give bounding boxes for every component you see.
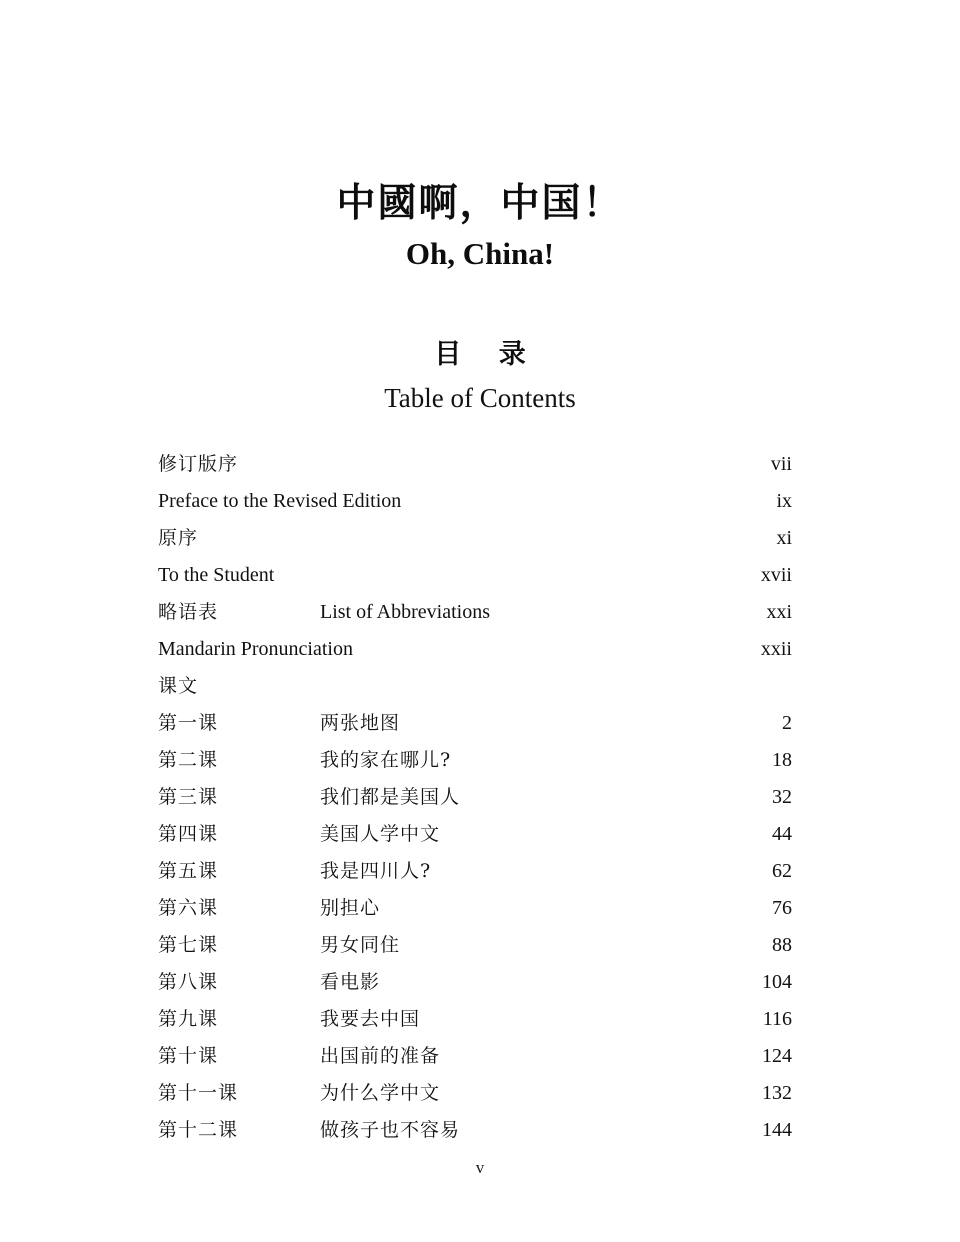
toc-row[interactable]: [158, 927, 792, 964]
lesson-number: 第三课: [158, 786, 219, 808]
toc-entry-page: xvii: [760, 564, 792, 586]
toc-row[interactable]: [158, 853, 792, 890]
toc-entry-page: 62: [772, 860, 792, 882]
lesson-title: 我们都是美国人: [320, 786, 461, 808]
toc-entry-page: 144: [762, 1119, 792, 1141]
toc-row[interactable]: [158, 964, 792, 1001]
toc-row[interactable]: [158, 557, 792, 594]
book-title-english: Oh, China!: [405, 235, 555, 271]
toc-entry-title: List of Abbreviations: [320, 601, 490, 623]
toc-row[interactable]: [158, 446, 792, 483]
lesson-number: 第四课: [158, 823, 219, 845]
toc-entry-label: 略语表: [158, 601, 219, 623]
toc-row[interactable]: [158, 1038, 792, 1075]
toc-row[interactable]: [158, 1112, 792, 1149]
page-folio: v: [475, 1158, 485, 1177]
toc-row[interactable]: [158, 705, 792, 742]
toc-entry-label: 修订版序: [158, 453, 239, 475]
toc-entry-label: Preface to the Revised Edition: [158, 490, 402, 512]
toc-entry-page: 2: [782, 712, 792, 734]
lesson-number: 第十一课: [158, 1082, 239, 1104]
lesson-title: 两张地图: [320, 712, 401, 734]
toc-entry-page: 76: [772, 897, 792, 919]
lesson-number: 第八课: [158, 971, 219, 993]
toc-section-heading: 课文: [158, 675, 199, 697]
lesson-title: 我是四川人?: [320, 860, 432, 882]
toc-row[interactable]: [158, 631, 792, 668]
toc-heading-english: Table of Contents: [384, 383, 576, 413]
toc-entry-label: To the Student: [158, 564, 275, 586]
toc-entry-page: xxi: [766, 601, 792, 623]
toc-entry-page: vii: [770, 453, 792, 475]
lesson-title: 做孩子也不容易: [320, 1119, 461, 1141]
toc-heading-block: [0, 332, 960, 414]
toc-entry-page: 32: [772, 786, 792, 808]
lesson-title: 别担心: [320, 897, 381, 919]
lesson-number: 第二课: [158, 749, 219, 771]
lesson-number: 第六课: [158, 897, 219, 919]
toc-row[interactable]: [158, 594, 792, 631]
lesson-title: 男女同住: [320, 934, 401, 956]
toc-row[interactable]: [158, 520, 792, 557]
toc-heading-chinese: 目 录: [434, 339, 540, 370]
toc-entry-page: 104: [762, 971, 792, 993]
lesson-title: 我的家在哪儿?: [320, 749, 452, 771]
toc-entry-page: 132: [762, 1082, 792, 1104]
toc-entry-label: 原序: [158, 527, 199, 549]
toc-entry-page: ix: [776, 490, 792, 512]
toc-entry-page: 18: [772, 749, 792, 771]
lesson-title: 美国人学中文: [320, 823, 441, 845]
lesson-number: 第十课: [158, 1045, 219, 1067]
lesson-title: 我要去中国: [320, 1008, 421, 1030]
toc-entry-page: 124: [762, 1045, 792, 1067]
toc-row[interactable]: [158, 816, 792, 853]
toc-entry-label: Mandarin Pronunciation: [158, 638, 353, 660]
lesson-title: 看电影: [320, 971, 381, 993]
toc-row[interactable]: [158, 1001, 792, 1038]
book-title-chinese: 中國啊，中国！: [336, 180, 624, 226]
lesson-number: 第十二课: [158, 1119, 239, 1141]
toc-entry-page: 116: [762, 1008, 792, 1030]
toc-row[interactable]: [158, 742, 792, 779]
toc-entry-list: [158, 446, 792, 1149]
toc-entry-page: xi: [776, 527, 792, 549]
lesson-number: 第一课: [158, 712, 219, 734]
lesson-title: 为什么学中文: [320, 1082, 441, 1104]
toc-row[interactable]: [158, 890, 792, 927]
book-title-block: [0, 182, 960, 273]
toc-row[interactable]: [158, 779, 792, 816]
toc-row[interactable]: [158, 483, 792, 520]
toc-entry-page: xxii: [760, 638, 792, 660]
toc-row[interactable]: [158, 1075, 792, 1112]
lesson-title: 出国前的准备: [320, 1045, 441, 1067]
lesson-number: 第五课: [158, 860, 219, 882]
toc-section-heading-row: [158, 668, 792, 705]
toc-entry-page: 88: [772, 934, 792, 956]
toc-entry-page: 44: [772, 823, 792, 845]
lesson-number: 第七课: [158, 934, 219, 956]
lesson-number: 第九课: [158, 1008, 219, 1030]
